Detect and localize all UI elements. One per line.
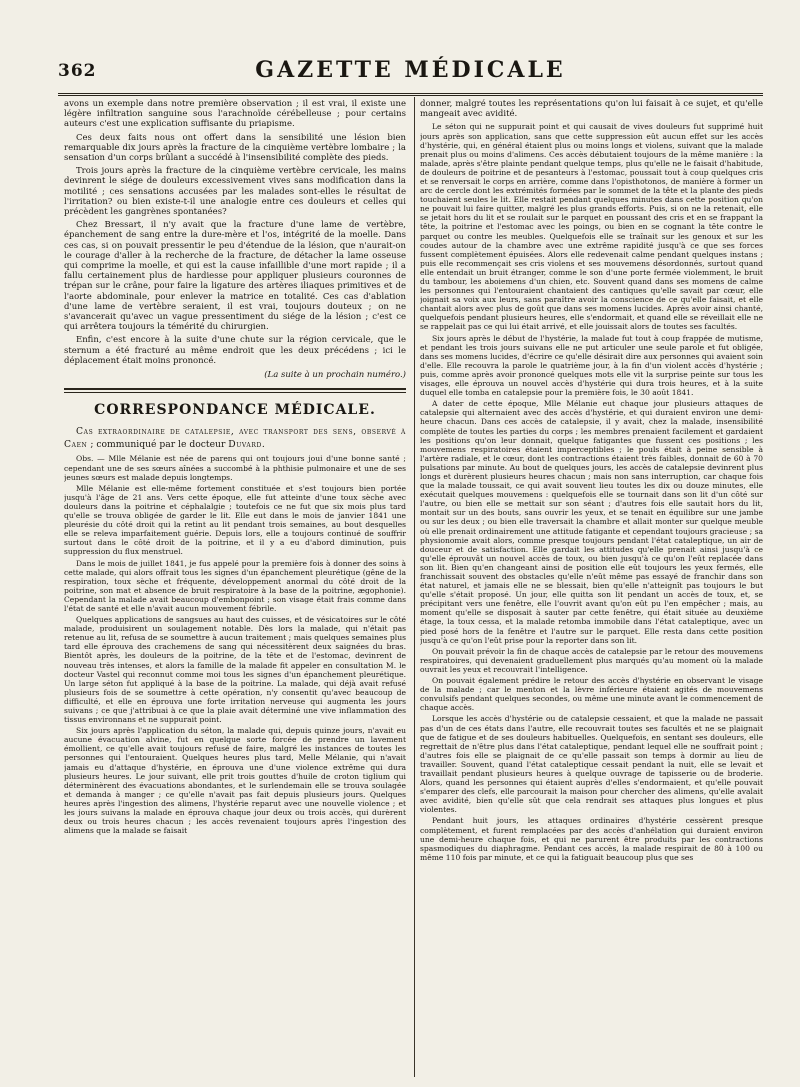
case-credit: ; communiqué par le docteur <box>87 439 229 451</box>
paragraph: Chez Bressart, il n'y avait que la fracture d'une lame de vertèbre, épanchement de sang entre la dure-mère et l'os, intégrité de la moelle. Dans ces cas, si on pouvait pressentir le peu d'étendue de la lésion, que n'aurait-on le courage d'aller à la recherche de la fracture, de détacher la lame osseuse qui comprime la moelle, et qui est la cause infaillible d'une mort rapide ; il a fallu certainement plus de hardiesse pour appliquer plusieurs couronnes de trépan sur le crâne, pour faire la ligature des artères iliaques primitives et de l'aorte abdominale, pour enlever la matrice en totalité. Ces cas d'ablation d'une lame de vertèbre seraient, il est vrai, toujours douteux ; on ne s'avancerait qu'avec un vague pressentiment du siége de la lésion ; c'est ce qui arrêtera toujours la témérité du chirurgien. <box>64 220 406 333</box>
paragraph: Trois jours après la fracture de la cinquième vertèbre cervicale, les mains devinrent le siége de douleurs excessivement vives sans modification dans la motilité ; ces sensations accusées par les malades sont-elles le résultat de l'irritation? ou bien existe-t-il une analogie entre ces douleurs et celles qui précèdent les gangrènes spontanées? <box>64 166 406 218</box>
section-separator <box>64 388 406 393</box>
paragraph: Le séton qui ne suppurait point et qui causait de vives douleurs fut supprimé huit jours après son application, sans que cette suppression eût aucun effet sur les accès d'hystérie, qui, en général étaient plus ou moins longs et violens, suivant que la malade prenait plus ou moins d'alimens. Ces accès débutaient toujours de la même manière : la malade, après s'être plainte pendant quelque temps, plus qu'elle ne le faisait d'habitude, de douleurs de poitrine et de pesanteurs à l'estomac, poussait tout à coup quelques cris et se renversait le corps en arrière, comme dans l'opisthotonos, de manière à former un arc de cercle dont les extrémités formées par le sommet de la tête et la plante des pieds touchaient seules le lit. Elle restait pendant quelques minutes dans cette position qu'on ne pouvait lui faire quitter, malgré les plus grands efforts. Puis, si on ne la retenait, elle se jetait hors du lit et se roulait sur le parquet en poussant des cris et en se frappant la tête, la poitrine et l'estomac avec les poings, ou bien en se cognant la tête contre le parquet ou contre les meubles. Quelquefois elle se traînait sur les genoux et sur les coudes autour de la chambre avec une extrême rapidité jusqu'à ce que ses forces fussent complètement épuisées. Alors elle redevenait calme pendant quelques instans ; puis elle recommençait ses cris violens et ses mouvemens désordonnés, surtout quand elle entendait un bruit étranger, comme le son d'une porte fermée violemment, le bruit du tambour, les aboiemens d'un chien, etc. Souvent quand dans ses momens de calme les personnes qui l'entouraient chantaient des cantiques qu'elle savait par cœur, elle joignait sa voix aux leurs, sans paraître avoir la conscience de ce qu'elle faisait, et elle chantait alors avec plus de goût que dans ses momens lucides. Après avoir ainsi chanté, quelquefois pendant plusieurs heures, elle s'endormait, et quand elle se réveillait elle ne se rappelait pas ce qui lui était arrivé, et elle jouissait alors de toutes ses facultés. <box>420 122 763 332</box>
page-header <box>58 55 763 93</box>
section-title: CORRESPONDANCE MÉDICALE. <box>94 402 376 419</box>
case-end: . <box>261 439 265 451</box>
paragraph: Ces deux faits nous ont offert dans la sensibilité une lésion bien remarquable dix jours après la fracture de la cinquième vertèbre lombaire ; la sensation d'un corps brûlant a succédé à l'insensibilité complète des pieds. <box>64 132 406 164</box>
paragraph: A dater de cette époque, Mlle Mélanie eut chaque jour plusieurs attaques de catalepsie qui alternaient avec des accès d'hystérie, et qui duraient environ une demi-heure chacun. Dans ces accès de catalepsie, il y avait, chez la malade, insensibilité complète de toutes les parties du corps ; les membres prenaient facilement et gardaient les positions qu'on leur donnait, quelque fatigantes que fussent ces positions ; les mouvemens respiratoires étaient imperceptibles ; le pouls était à peine sensible à l'artère radiale, et le cœur, dont les contractions étaient très faibles, donnait de 60 à 70 pulsations par minute. Au bout de quelques jours, les accès de catalepsie devinrent plus longs et durèrent plusieurs heures chacun ; mais non sans interruption, car chaque fois que la malade toussait, ce qui avait souvent lieu toutes les dix ou douze minutes, elle exécutait quelques mouvemens : quelquefois elle se tournait dans son lit d'un côté sur l'autre, ou bien elle se mettait sur son séant ; d'autres fois elle sautait hors du lit, montait sur un des bouts, sans ouvrir les yeux, et se tenait en équilibre sur une jambe ou sur les deux ; ou bien elle traversait la chambre et allait monter sur quelque meuble où elle prenait ordinairement une attitude fatigante et cependant toujours gracieuse ; sa physionomie avait alors, comme presque toujours pendant l'état cataleptique, un air de douceur et de satisfaction. Elle gardait les attitudes qu'elle prenait ainsi jusqu'à ce qu'elle éprouvât un nouvel accès de toux, ou bien jusqu'à ce qu'on l'eût replacée dans son lit. Bien qu'en changeant ainsi de position elle eût toujours les yeux fermés, elle franchissait souvent des obstacles qu'elle n'eût même pas essayé de franchir dans son état naturel, et jamais elle ne se blessait, bien qu'elle n'atteignît pas toujours le but qu'elle s'était proposé. Un jour, elle quitta son lit pendant un accès de toux, et, se précipitant vers une fenêtre, elle l'ouvrit avant qu'on eût pu l'en empêcher ; mais, au moment qu'elle se disposait à sauter par cette fenêtre, qui était située au deuxième étage, la toux cessa, et la malade retomba immobile dans l'état cataleptique, avec un pied posé hors de la fenêtre et l'autre sur le parquet. Elle resta dans cette position jusqu'à ce qu'on l'eût prise pour la reporter dans son lit. <box>420 399 763 645</box>
observation-paragraph: Six jours après l'application du séton, la malade qui, depuis quinze jours, n'avait eu aucune évacuation alvine, fut en quelque sorte forcée de prendre un lavement émollient, ce qu'elle avait toujours refusé de faire, malgré les instances de toutes les personnes qui l'entouraient. Quelques heures plus tard, Melle Mélanie, qui n'avait jamais eu d'attaque d'hystérie, en éprouva une d'une violence extrême qui dura plusieurs heures. Le jour suivant, elle prit trois gouttes d'huile de croton tiglium qui déterminèrent des évacuations abondantes, et le surlendemain elle se trouva soulagée et demanda à manger ; ce qu'elle n'avait pas fait depuis plusieurs jours. Quelques heures après l'ingestion des alimens, l'hystérie reparut avec une nouvelle violence ; et les jours suivans la malade en éprouva chaque jour deux ou trois accès, qui durèrent deux ou trois heures chacun ; les accès revenaient toujours après l'ingestion des alimens que la malade se faisait <box>64 726 406 836</box>
continued-note: (La suite à un prochain numéro.) <box>264 370 406 381</box>
case-heading <box>64 425 406 451</box>
paragraph: donner, malgré toutes les représentations qu'on lui faisait à ce sujet, et qu'elle mangeait avec avidité. <box>420 99 763 120</box>
column-divider <box>414 97 415 1077</box>
paragraph: On pouvait également prédire le retour des accès d'hystérie en observant le visage de la malade ; car le menton et la lèvre inférieure étaient agités de mouvemens convulsifs pendant quelques secondes, ou même une minute avant le commencement de chaque accès. <box>420 676 763 713</box>
journal-title: GAZETTE MÉDICALE <box>255 57 566 83</box>
left-column <box>64 99 406 1074</box>
observation-paragraph: Mlle Mélanie est elle-même fortement constituée et s'est toujours bien portée jusqu'à l'âge de 21 ans. Vers cette époque, elle fut atteinte d'une toux sèche avec douleurs dans la poitrine et céphalalgie ; toutefois ce ne fut que six mois plus tard qu'elle se trouva obligée de garder le lit. Elle eut dans le mois de janvier 1841 une pleurésie du côté droit qui la retint au lit pendant trois semaines, au bout desquelles elle se releva imparfaitement guérie. Depuis lors, elle a toujours continué de souffrir surtout dans le côté droit de la poitrine, et il y a eu d'abord diminution, puis suppression du flux menstruel. <box>64 483 406 557</box>
paragraph: avons un exemple dans notre première observation ; il est vrai, il existe une légère infiltration sanguine sous l'arachnoïde cérébelleuse ; pour certains auteurs c'est une explication suffisante du priapisme. <box>64 99 406 130</box>
paragraph: Lorsque les accès d'hystérie ou de catalepsie cessaient, et que la malade ne passait pas d'un de ces états dans l'autre, elle recouvrait toutes ses facultés et ne se plaignait que de fatigue et de ses douleurs habituelles. Quelquefois, en sentant ses douleurs, elle regrettait de n'être plus dans l'état cataleptique, pendant lequel elle ne souffrait point ; d'autres fois elle se plaignait de ce qu'elle passait son temps à dormir au lieu de travailler. Souvent, quand l'état cataleptique cessait pendant la nuit, elle se levait et travaillait pendant plusieurs heures à quelque ouvrage de tapisserie ou de broderie. Alors, quand les personnes qui étaient auprès d'elles s'endormaient, et qu'elle pouvait s'emparer des clefs, elle parcourait la maison pour chercher des alimens, qu'elle avalait avec avidité, bien qu'elle sût que cela rendrait ses attaques plus longues et plus violentes. <box>420 714 763 815</box>
page-number: 362 <box>58 61 97 81</box>
case-doctor: Duvard <box>228 439 262 451</box>
observation-paragraph: Quelques applications de sangsues au haut des cuisses, et de vésicatoires sur le côté malade, produisirent un soulagement notable. Dès lors la malade, qui n'était pas retenue au lit, refusa de se soumettre à aucun traitement ; mais quelques semaines plus tard elle éprouva des crachemens de sang qui nécessitèrent deux saignées du bras. Bientôt après, les douleurs de la poitrine, de la tête et de l'estomac, devinrent de nouveau très intenses, et alors la famille de la malade fit appeler en consultation M. le docteur Vastel qui reconnut comme moi tous les signes d'un épanchement pleurétique. Un large séton fut appliqué à la base de la poitrine. La malade, qui déjà avait refusé plusieurs fois de se soumettre à cette opération, n'y consentit qu'avec beaucoup de difficulté, et elle en éprouva une forte irritation nerveuse qui augmenta les jours suivans ; ce que j'attribuai à ce que la plaie avait déterminé une vive inflammation des tissus environnans et ne suppurait point. <box>64 615 406 725</box>
right-column <box>420 99 763 1074</box>
header-rule <box>58 93 763 96</box>
observation-paragraph: Obs. — Mlle Mélanie est née de parens qui ont toujours joui d'une bonne santé ; cependant une de ses sœurs aînées a succombé à la phthisie pulmonaire et une de ses jeunes sœurs est malade depuis longtemps. <box>64 454 406 482</box>
case-title: Cas extraordinaire de catalepsie, avec transport des sens, observé à Caen <box>64 426 406 451</box>
observation-paragraph: Dans le mois de juillet 1841, je fus appelé pour la première fois à donner des soins à cette malade, qui alors offrait tous les signes d'un épanchement pleurétique (gêne de la respiration, toux sèche et fréquente, développement anormal du côté droit de la poitrine, son mat et absence de bruit respiratoire à la base de la poitrine, ægophonie). Cependant la malade avait beaucoup d'embonpoint ; son visage était frais comme dans l'état de santé et elle n'avait aucun mouvement fébrile. <box>64 558 406 613</box>
paragraph: Six jours après le début de l'hystérie, la malade fut tout à coup frappée de mutisme, et pendant les trois jours suivans elle ne put articuler une seule parole et fut obligée, dans ses momens lucides, d'écrire ce qu'elle désirait dire aux personnes qui avaient soin d'elle. Elle recouvra la parole le quatrième jour, à la fin d'un violent accès d'hystérie ; puis, comme après avoir prononcé quelques mots elle vit la surprise peinte sur tous les visages, elle éprouva un nouvel accès d'hystérie qui dura trois heures, et à la suite duquel elle tomba en catalepsie pour la première fois, le 30 août 1841. <box>420 333 763 398</box>
paragraph: Enfin, c'est encore à la suite d'une chute sur la région cervicale, que le sternum a été fracturé au même endroit que les deux précédens ; ici le déplacement était moins prononcé. <box>64 335 406 366</box>
paragraph: Pendant huit jours, les attaques ordinaires d'hystérie cessèrent presque complètement, et furent remplacées par des accès d'anhélation qui duraient environ une demi-heure chaque fois, et qui ne parurent être produits par les contractions spasmodiques du diaphragme. Pendant ces accès, la malade respirait de 80 à 100 ou même 110 fois par minute, et ce qui la fatiguait beaucoup plus que ses <box>420 816 763 862</box>
paragraph: On pouvait prévoir la fin de chaque accès de catalepsie par le retour des mouvemens respiratoires, qui devenaient graduellement plus marqués qu'au moment où la malade ouvrait les yeux et recouvrait l'intelligence. <box>420 646 763 674</box>
